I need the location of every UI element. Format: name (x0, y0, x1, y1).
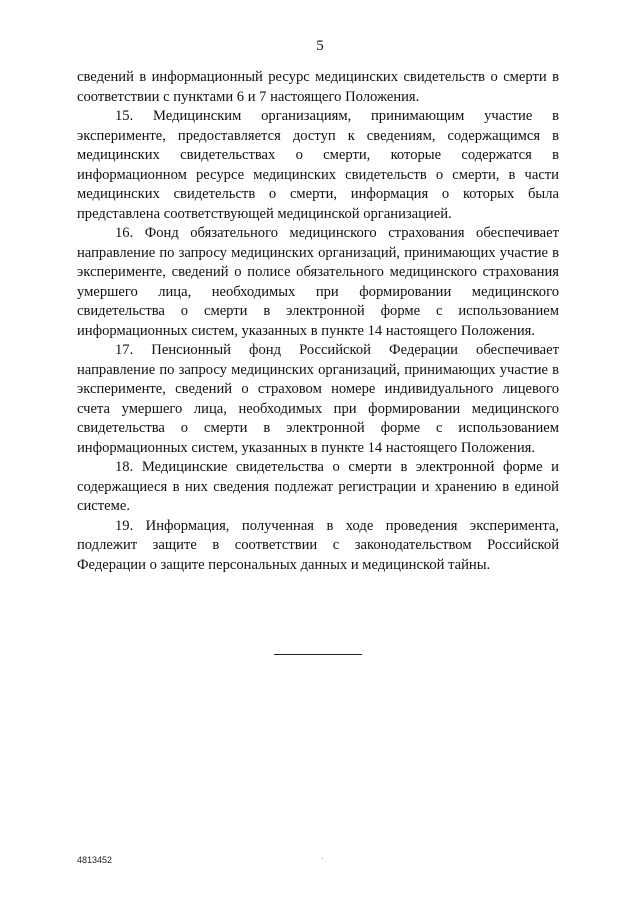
end-separator-line (274, 654, 362, 655)
paragraph-19: 19. Информация, полученная в ходе проведения эксперимента, подлежит защите в соответствии с законодательством Российской Федерации о защите персональных данных и медицинской тайны. (77, 517, 559, 573)
document-body (77, 68, 559, 575)
paragraph-15: 15. Медицинским организациям, принимающим участие в эксперименте, предоставляется доступ к сведениям, содержащимся в медицинских свидетельствах о смерти, которые содержатся в информационном ресурсе медицинских свидетельств о смерти, в части медицинских свидетельств о смерти, информация о которых была представлена соответствующей медицинской организацией. (77, 108, 559, 222)
paragraph-18: 18. Медицинские свидетельства о смерти в электронной форме и содержащиеся в них сведения подлежат регистрации и хранению в единой системе. (77, 459, 559, 514)
paragraph-continuation: сведений в информационный ресурс медицинских свидетельств о смерти в соответствии с пунктами 6 и 7 настоящего Положения. (77, 69, 559, 105)
paragraph-17: 17. Пенсионный фонд Российской Федерации обеспечивает направление по запросу медицинских организаций, принимающих участие в эксперименте, сведений о страховом номере индивидуального лицевого счета умершего лица, необходимых при формировании медицинского свидетельства о смерти в электронной форме с использованием информационных систем, указанных в пункте 14 настоящего Положения. (77, 342, 559, 456)
page-number: 5 (316, 38, 324, 54)
scan-speck (322, 858, 323, 859)
document-code: 4813452 (77, 855, 113, 865)
paragraph-16: 16. Фонд обязательного медицинского страхования обеспечивает направление по запросу медицинских организаций, принимающих участие в эксперименте, сведений о полисе обязательного медицинского страхования умершего лица, необходимых при формировании медицинского свидетельства о смерти в электронной форме с использованием информационных систем, указанных в пункте 14 настоящего Положения. (77, 225, 559, 339)
